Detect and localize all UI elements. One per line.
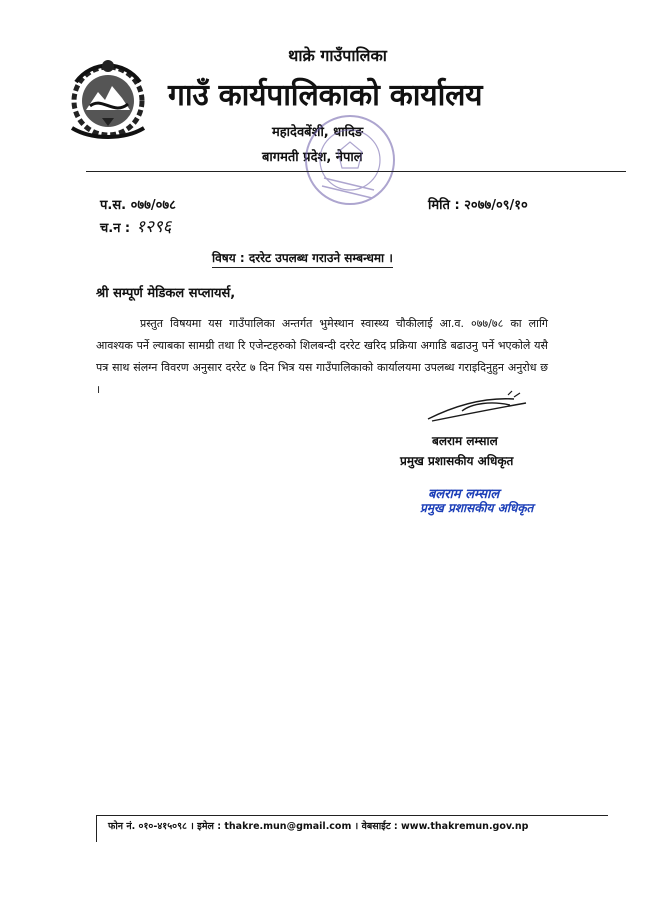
office-title: गाउँ कार्यपालिकाको कार्यालय	[168, 78, 483, 113]
letter-subject: विषय : दररेट उपलब्ध गराउने सम्बन्धमा ।	[212, 249, 393, 268]
signatory-title: प्रमुख प्रशासकीय अधिकृत	[400, 454, 514, 468]
reference-number: प.स. ०७७/०७८	[100, 198, 176, 213]
letter-date: मिति : २०७७/०९/१०	[428, 198, 528, 213]
office-seal-stamp	[302, 112, 398, 208]
address-line-1: महादेवबेंशी, धादिङ	[272, 125, 364, 140]
municipality-name: थाक्रे गाउँपालिका	[288, 46, 387, 65]
official-stamp-name: बलराम लम्साल	[428, 487, 500, 502]
nepal-emblem-icon	[62, 56, 154, 140]
dispatch-handwritten-number: १२९६	[136, 217, 172, 237]
salutation: श्री सम्पूर्ण मेडिकल सप्लायर्स,	[96, 286, 236, 301]
footer-contact: फोन नं. ०१०-४१५०९८ । इमेल : thakre.mun@gmail.com । वेबसाईट : www.thakremun.gov.np	[108, 821, 529, 832]
dispatch-label: च.न :	[100, 221, 131, 236]
signatory-name: बलराम लम्साल	[432, 434, 498, 448]
dispatch-number	[100, 214, 172, 237]
letter-body: प्रस्तुत विषयमा यस गाउँपालिका अन्तर्गत भुमेस्थान स्वास्थ्य चौकीलाई आ.व. ०७७/७८ का लागि आवश्यक पर्ने ल्याबका सामग्री तथा रि एजेन्टहरुको शिलबन्दी दररेट खरिद प्रक्रिया अगाडि बढाउनु पर्ने भएकोले यसै पत्र साथ संलग्न विवरण अनुसार दररेट ७ दिन भित्र यस गाउँपालिकाको कार्यालयमा उपलब्ध गराइदिनुहुन अनुरोध छ ।	[96, 317, 548, 396]
official-stamp-title: प्रमुख प्रशासकीय अधिकृत	[420, 501, 534, 515]
header-divider	[86, 171, 626, 172]
footer-divider	[96, 815, 608, 816]
address-line-2: बागमती प्रदेश, नेपाल	[262, 150, 363, 165]
signature-scribble	[422, 389, 532, 429]
footer-divider-vertical	[96, 815, 97, 842]
